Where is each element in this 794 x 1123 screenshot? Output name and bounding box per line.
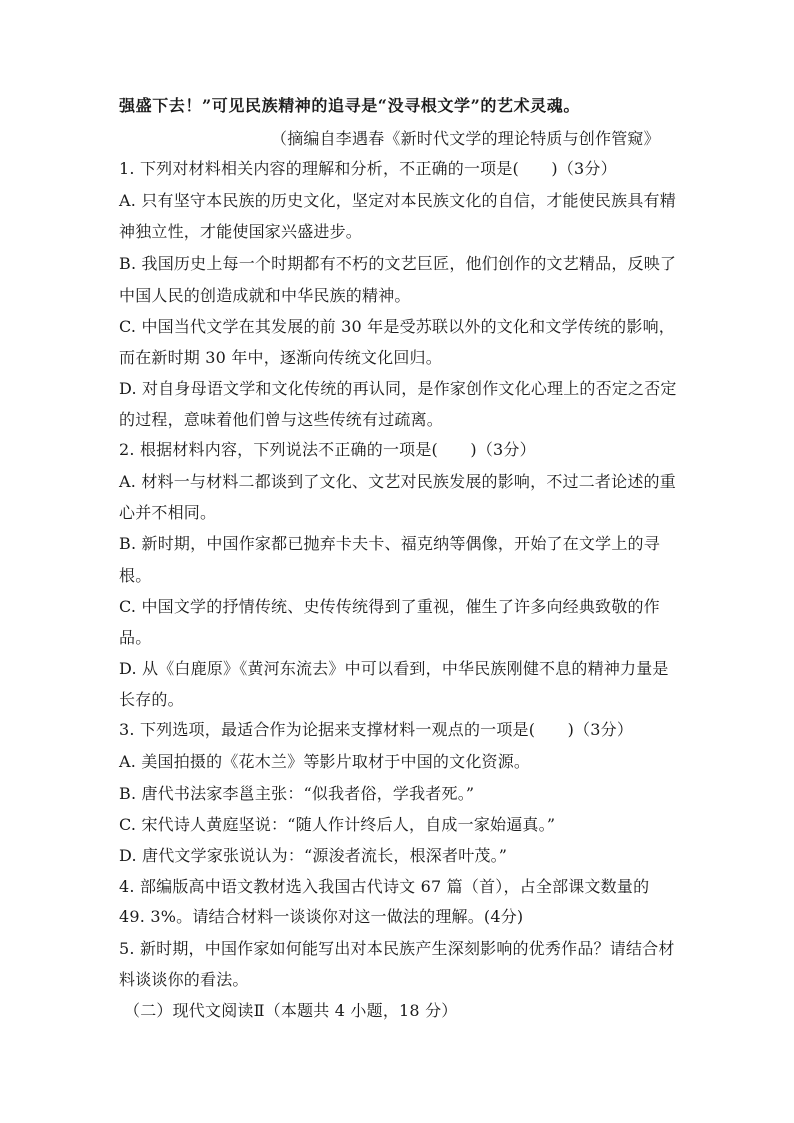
option-line: D. 从《白鹿原》《黄河东流去》中可以看到，中华民族刚健不息的精神力量是 [119,659,669,678]
option-line: B. 唐代书法家李邕主张：“似我者俗，学我者死。” [119,784,475,803]
option-line: D. 对自身母语文学和文化传统的再认同，是作家创作文化心理上的否定之否定 [119,379,677,398]
option-line: A. 美国拍摄的《花木兰》等影片取材于中国的文化资源。 [119,752,531,771]
question-3: 3. 下列选项，最适合作为论据来支撑材料一观点的一项是( )（3分） [119,720,634,739]
source-citation: （摘编自李遇春《新时代文学的理论特质与创作管窥》 [271,129,660,148]
option-line: 根。 [119,566,152,585]
option-line: 神独立性，才能使国家兴盛进步。 [119,222,363,241]
option-line: D. 唐代文学家张说认为：“源浚者流长，根深者叶茂。” [119,846,508,865]
option-line: C. 中国当代文学在其发展的前 30 年是受苏联以外的文化和文学传统的影响， [119,317,675,336]
question-1: 1. 下列对材料相关内容的理解和分析，不正确的一项是( )（3分） [119,159,617,178]
option-line: 长存的。 [119,690,184,709]
option-line: A. 只有坚守本民族的历史文化，坚定对本民族文化的自信，才能使民族具有精 [119,191,676,210]
text-line: 强盛下去！”可见民族精神的追寻是“没寻根文学”的艺术灵魂。 [119,96,581,115]
option-line: 品。 [119,628,152,647]
section-heading: （二）现代文阅读Ⅱ（本题共 4 小题，18 分） [124,1001,458,1020]
question-4: 4. 部编版高中语文教材选入我国古代诗文 67 篇（首），占全部课文数量的 [119,877,650,896]
option-line: B. 我国历史上每一个时期都有不朽的文艺巨匠，他们创作的文艺精品，反映了 [119,254,677,273]
option-line: 而在新时期 30 年中，逐渐向传统文化回归。 [119,348,442,367]
question-4-continued: 49. 3%。请结合材料一谈谈你对这一做法的理解。(4分) [119,907,524,926]
question-5-continued: 料谈谈你的看法。 [119,970,249,989]
question-5: 5. 新时期，中国作家如何能写出对本民族产生深刻影响的优秀作品？请结合材 [119,939,675,958]
option-line: B. 新时期，中国作家都已抛弃卡夫卡、福克纳等偶像，开始了在文学上的寻 [119,534,660,553]
option-line: 中国人民的创造成就和中华民族的精神。 [119,286,411,305]
option-line: C. 宋代诗人黄庭坚说：“随人作计终后人，自成一家始逼真。” [119,815,556,834]
option-line: 心并不相同。 [119,503,217,522]
option-line: C. 中国文学的抒情传统、史传传统得到了重视，催生了许多向经典致敬的作 [119,597,660,616]
option-line: 的过程，意味着他们曾与这些传统有过疏离。 [119,410,444,429]
question-2: 2. 根据材料内容，下列说法不正确的一项是( )（3分） [119,440,536,459]
option-line: A. 材料一与材料二都谈到了文化、文艺对民族发展的影响，不过二者论述的重 [119,472,676,491]
